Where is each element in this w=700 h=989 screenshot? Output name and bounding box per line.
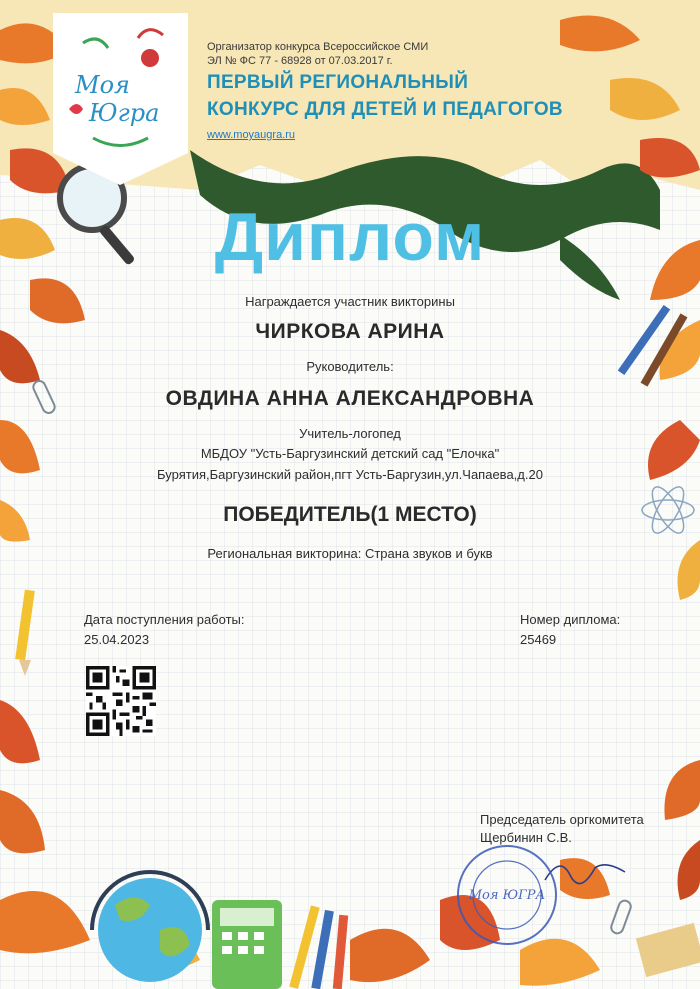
diploma-number-value: 25469 <box>520 632 557 647</box>
ruler-icon <box>636 923 700 977</box>
stamp-text: Моя ЮГРА <box>468 888 546 903</box>
contest-title-line-2: КОНКУРС ДЛЯ ДЕТЕЙ И ПЕДАГОГОВ <box>207 99 563 120</box>
supervisor-position: Учитель-логопед <box>299 426 401 441</box>
stamp-icon <box>455 843 560 948</box>
paintbrush-icon <box>289 905 348 989</box>
logo-badge <box>53 13 188 185</box>
logo-line1: Моя <box>75 71 130 99</box>
supervisor-name: ОВДИНА АННА АЛЕКСАНДРОВНА <box>165 387 535 410</box>
participant-name: ЧИРКОВА АРИНА <box>255 320 445 343</box>
institution: МБДОУ "Усть-Баргузинский детский сад "Елочка" <box>200 446 500 461</box>
contest-title-line-1: ПЕРВЫЙ РЕГИОНАЛЬНЫЙ <box>207 72 469 93</box>
supervisor-label: Руководитель: <box>306 359 394 374</box>
chair-name: Щербинин С.В. <box>480 830 572 845</box>
result-place: ПОБЕДИТЕЛЬ(1 МЕСТО) <box>223 503 477 526</box>
awarded-text: Награждается участник викторины <box>245 294 455 309</box>
event-name: Региональная викторина: Страна звуков и букв <box>207 546 493 561</box>
address: Бурятия,Баргузинский район,пгт Усть-Баргузин,ул.Чапаева,д.20 <box>157 467 543 482</box>
website-link[interactable]: www.moyaugra.ru <box>207 129 296 141</box>
logo-line2: Югра <box>89 99 160 127</box>
organizer-line-2: ЭЛ № ФС 77 - 68928 от 07.03.2017 г. <box>207 55 393 67</box>
diploma-title: Диплом <box>214 199 486 275</box>
date-label: Дата поступления работы: <box>84 612 245 627</box>
organizer-line-1: Организатор конкурса Всероссийское СМИ <box>207 41 429 53</box>
globe-icon <box>92 872 208 982</box>
date-value: 25.04.2023 <box>84 632 150 647</box>
qr-code-icon[interactable] <box>86 666 156 736</box>
pencil-icon <box>15 590 35 676</box>
diploma-number-label: Номер диплома: <box>520 612 621 627</box>
chair-label: Председатель оргкомитета <box>480 812 644 827</box>
calculator-icon <box>212 900 282 989</box>
